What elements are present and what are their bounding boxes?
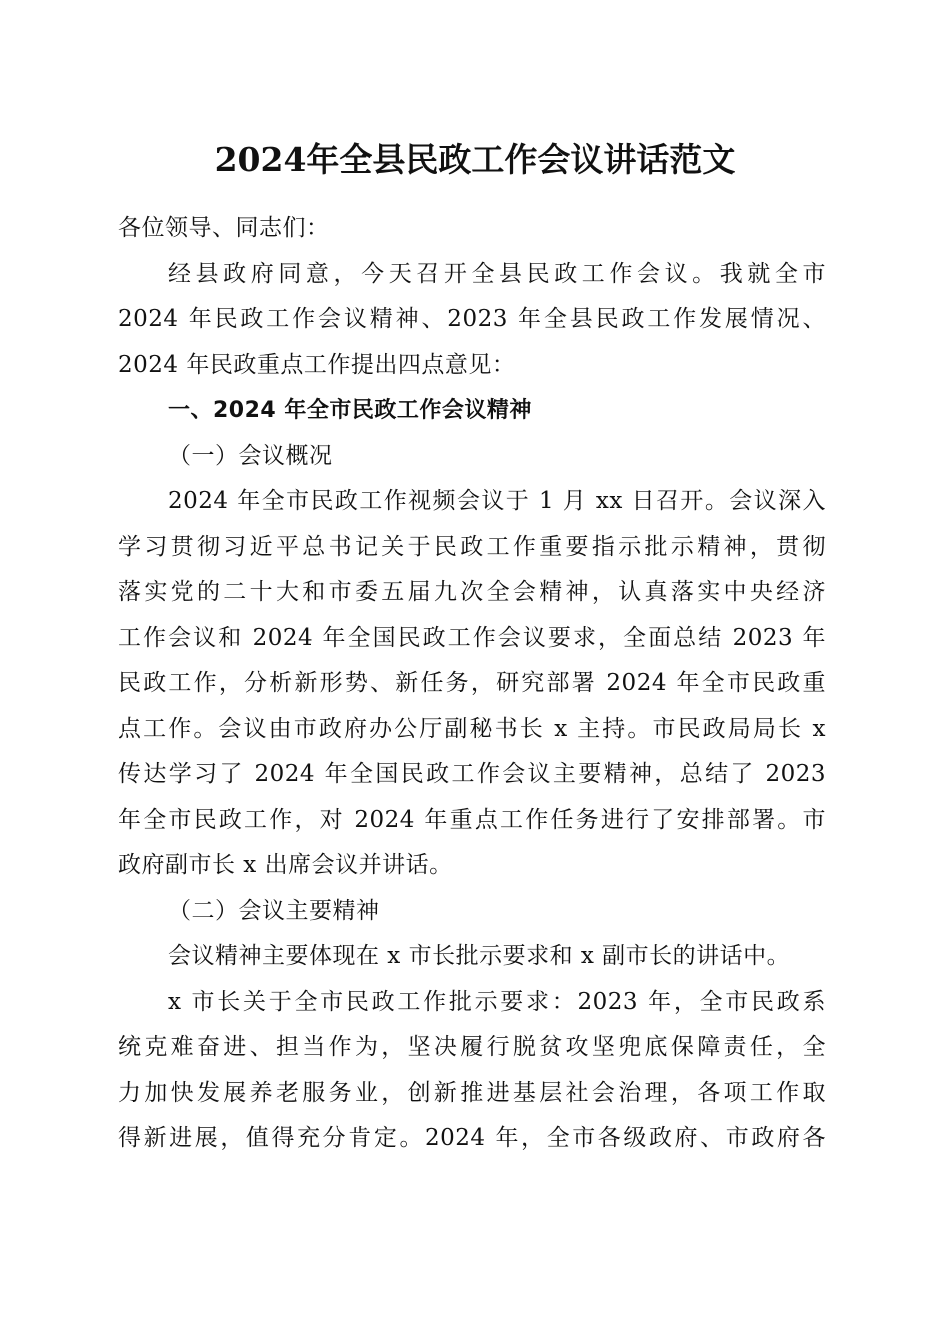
paragraph-line: 会议精神主要体现在 x 市长批示要求和 x 副市长的讲话中。 <box>168 943 791 969</box>
paragraph-line: 力加快发展养老服务业，创新推进基层社会治理，各项工作取 <box>118 1079 826 1106</box>
paragraph-line: x 市长关于全市民政工作批示要求：2023 年，全市民政系 <box>168 988 826 1015</box>
paragraph-line: 年全市民政工作，对 2024 年重点工作任务进行了安排部署。市 <box>118 806 826 833</box>
paragraph-line: 2024 年民政重点工作提出四点意见： <box>118 351 516 378</box>
subsection-heading: （一）会议概况 <box>168 442 333 469</box>
document-body <box>118 206 826 1162</box>
paragraph-line: 得新进展，值得充分肯定。2024 年，全市各级政府、市政府各 <box>118 1125 826 1151</box>
section-heading: 一、2024 年全市民政工作会议精神 <box>168 398 532 423</box>
paragraph-line: 工作会议和 2024 年全国民政工作会议要求，全面总结 2023 年 <box>118 624 826 651</box>
paragraph-line: 政府副市长 x 出席会议并讲话。 <box>118 852 453 878</box>
paragraph-line: 传达学习了 2024 年全国民政工作会议主要精神，总结了 2023 <box>118 761 826 787</box>
paragraph-line: 2024 年民政工作会议精神、2023 年全县民政工作发展情况、 <box>118 306 826 332</box>
salutation: 各位领导、同志们： <box>118 215 330 241</box>
paragraph-line: 统克难奋进、担当作为，坚决履行脱贫攻坚兜底保障责任，全 <box>118 1034 826 1060</box>
paragraph-line: 2024 年全市民政工作视频会议于 1 月 xx 日召开。会议深入 <box>168 488 826 514</box>
paragraph-line: 经县政府同意，今天召开全县民政工作会议。我就全市 <box>168 260 826 287</box>
paragraph-line: 学习贯彻习近平总书记关于民政工作重要指示批示精神，贯彻 <box>118 533 826 560</box>
subsection-heading: （二）会议主要精神 <box>168 897 380 924</box>
paragraph-line: 民政工作，分析新形势、新任务，研究部署 2024 年全市民政重 <box>118 670 826 696</box>
document-title: 2024年全县民政工作会议讲话范文 <box>214 140 736 179</box>
paragraph-line: 落实党的二十大和市委五届九次全会精神，认真落实中央经济 <box>118 579 826 605</box>
paragraph-line: 点工作。会议由市政府办公厅副秘书长 x 主持。市民政局局长 x <box>118 715 826 742</box>
